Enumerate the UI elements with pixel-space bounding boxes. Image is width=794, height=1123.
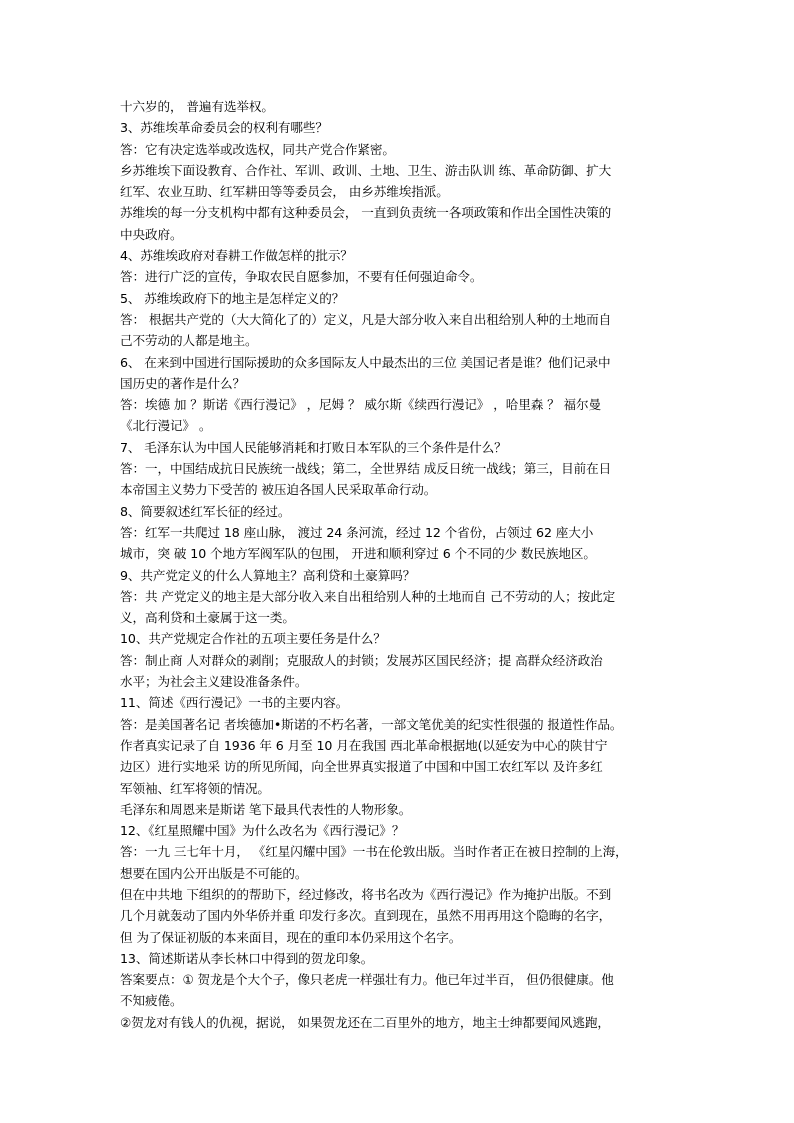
text-line: 作者真实记录了自 1936 年 6 月至 10 月在我国 西北革命根据地(以延安为中心的陕甘宁: [120, 737, 608, 753]
answer-line: 答案要点：① 贺龙是个大个子，像只老虎一样强壮有力。他已年过半百， 但仍很健康。他: [120, 972, 614, 988]
text-line: ②贺龙对有钱人的仇视，据说， 如果贺龙还在二百里外的地方，地主士绅都要闻风逃跑，: [120, 1014, 610, 1030]
document-body: [120, 96, 676, 1033]
question-heading: 7、 毛泽东认为中国人民能够消耗和打败日本军队的三个条件是什么？: [120, 439, 507, 455]
text-line: 但 为了保证初版的本来面目，现在的重印本仍采用这个名字。: [120, 929, 462, 945]
text-line: 但在中共地 下组织的的帮助下，经过修改，将书名改为《西行漫记》作为掩护出版。不到: [120, 886, 612, 902]
answer-line: 答：埃德 加 ？斯诺《西行漫记》 ，尼姆 ？ 威尔斯《续西行漫记》 ，哈里森 ？ 福尔曼: [120, 397, 602, 413]
answer-line: 答：红军一共爬过 18 座山脉， 渡过 24 条河流，经过 12 个省份，占领过 62 座大小: [120, 524, 594, 540]
text-line: 边区）进行实地采 访的所见所闻，向全世界真实报道了中国和中国工农红军以 及许多红: [120, 759, 603, 775]
text-line: 水平；为社会主义建设准备条件。: [120, 674, 308, 690]
text-line: 苏维埃的每一分支机构中都有这种委员会， 一直到负责统一各项政策和作出全国性决策的: [120, 205, 612, 221]
text-line: 毛泽东和周恩来是斯诺 笔下最具代表性的人物形象。: [120, 801, 412, 817]
question-heading: 10、共产党规定合作社的五项主要任务是什么？: [120, 631, 386, 647]
text-line: 中央政府。: [120, 226, 183, 242]
text-line: 红军、农业互助、红军耕田等等委员会， 由乡苏维埃指派。: [120, 184, 449, 200]
question-heading: 6、 在来到中国进行国际援助的众多国际友人中最杰出的三位 美国记者是谁？他们记录中: [120, 354, 611, 370]
question-heading: 5、 苏维埃政府下的地主是怎样定义的？: [120, 290, 345, 306]
text-line: 义，高利贷和土豪属于这一类。: [120, 610, 295, 626]
question-heading: 3、苏维埃革命委员会的权利有哪些？: [120, 120, 328, 136]
question-heading: 13、简述斯诺从李长林口中得到的贺龙印象。: [120, 950, 374, 966]
text-line: 十六岁的， 普遍有选举权。: [120, 99, 274, 114]
text-line: 不知疲倦。: [120, 993, 183, 1009]
answer-line: 答：一，中国结成抗日民族统一战线；第二，全世界结 成反日统一战线；第三，目前在日: [120, 461, 612, 477]
answer-line: 答：一九 三七年十月， 《红星闪耀中国》一书在伦敦出版。当时作者正在被日控制的上海，: [120, 844, 628, 860]
question-heading: 4、苏维埃政府对春耕工作做怎样的批示？: [120, 248, 353, 264]
question-heading: 12、《红星照耀中国》为什么改名为《西行漫记》？: [120, 823, 405, 839]
text-line: 几个月就轰动了国内外华侨并重 印发行多次。直到现在，虽然不用再用这个隐晦的名字，: [120, 908, 612, 924]
text-line: 《北行漫记》 。: [120, 418, 212, 434]
text-line: 想要在国内公开出版是不可能的。: [120, 865, 308, 881]
text-line: 己不劳动的人都是地主。: [120, 333, 258, 349]
text-line: 乡苏维埃下面设教育、合作社、军训、政训、土地、卫生、游击队训 练、革命防御、扩大: [120, 162, 612, 178]
answer-line: 答：是美国著名记 者埃德加•斯诺的不朽名著，一部文笔优美的纪实性很强的 报道性作品。: [120, 716, 623, 732]
question-heading: 8、简要叙述红军长征的经过。: [120, 503, 291, 519]
text-line: 城市，突 破 10 个地方军阀军队的包围， 开进和顺利穿过 6 个不同的少 数民族地区。: [120, 546, 596, 562]
text-line: 国历史的著作是什么？: [120, 375, 245, 391]
answer-line: 答：它有决定选举或改选权，同共产党合作紧密。: [120, 141, 395, 157]
question-heading: 9、共产党定义的什么人算地主？高利贷和土豪算吗？: [120, 567, 416, 583]
answer-line: 答： 根据共产党的（大大简化了的）定义，凡是大部分收入来自出租给别人种的土地而自: [120, 311, 612, 327]
answer-line: 答：共 产党定义的地主是大部分收入来自出租给别人种的土地而自 己不劳动的人；按此定: [120, 588, 616, 604]
answer-line: 答：制止商 人对群众的剥削；克服敌人的封锁；发展苏区国民经济；提 高群众经济政治: [120, 652, 603, 668]
answer-line: 答：进行广泛的宣传，争取农民自愿参加，不要有任何强迫命令。: [120, 269, 483, 285]
text-line: 本帝国主义势力下受苦的 被压迫各国人民采取革命行动。: [120, 482, 437, 498]
question-heading: 11、简述《西行漫记》一书的主要内容。: [120, 695, 349, 711]
text-line: 军领袖、红军将领的情况。: [120, 780, 270, 796]
